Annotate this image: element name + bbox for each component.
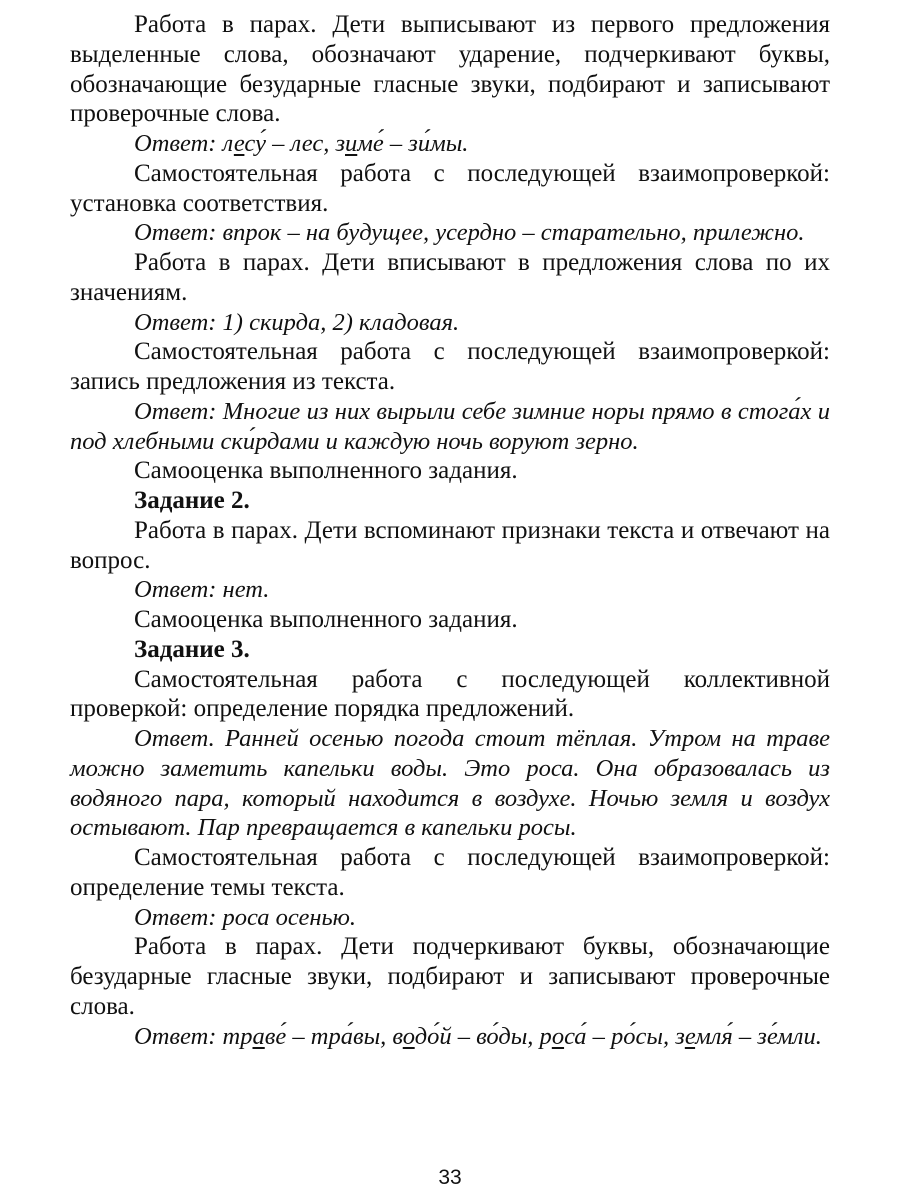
underlined-letter: а <box>252 1022 265 1050</box>
section-heading <box>70 635 830 665</box>
text-segment: ме́ – зи́мы. <box>357 130 469 157</box>
paragraph <box>70 665 830 725</box>
text-segment: су́ – лес, з <box>244 130 346 157</box>
section-heading <box>70 486 830 516</box>
answer-paragraph <box>70 129 830 159</box>
text-segment: Самостоятельная работа с последующей взаимопроверкой: определение темы текста. <box>70 844 830 901</box>
paragraph <box>70 516 830 576</box>
text-segment: Ответ: роса осенью. <box>134 903 357 931</box>
paragraph <box>70 10 830 129</box>
answer-paragraph <box>70 397 830 457</box>
answer-paragraph <box>70 724 830 843</box>
answer-paragraph <box>70 1022 830 1052</box>
underlined-letter: е <box>233 130 245 157</box>
text-segment: Задание 3. <box>134 635 250 663</box>
underlined-letter: о <box>402 1022 415 1050</box>
paragraph <box>70 932 830 1021</box>
page-number: 33 <box>438 1166 462 1189</box>
underlined-letter: о <box>551 1022 565 1050</box>
text-segment: Работа в парах. Дети вписывают в предложения слова по их значениям. <box>70 249 830 306</box>
text-segment: Ответ. Ранней осенью погода стоит тёплая. Утром на траве можно заметить капельки воды. Это роса. Она образовалась из водяного пара, который находится в воздухе. Ночью земля и воздух остывают. Пар превращается в капельки росы. <box>70 725 830 842</box>
answer-paragraph <box>70 575 830 605</box>
answer-paragraph <box>70 308 830 338</box>
paragraph <box>70 456 830 486</box>
text-segment: Ответ: л <box>134 130 234 157</box>
text-segment: до́й – во́ды, р <box>414 1022 552 1050</box>
underlined-letter: и <box>345 130 358 157</box>
text-segment: Самостоятельная работа с последующей взаимопроверкой: запись предложения из текста. <box>70 338 830 395</box>
text-segment: Работа в парах. Дети выписывают из первого предложения выделенные слова, обозначают ударение, подчеркивают буквы, обозначающие безударные гласные звуки, подбирают и записывают проверочные слова. <box>70 11 830 128</box>
text-segment: Ответ: Многие из них вырыли себе зимние норы прямо в стога́х и под хлебными ски́рдами и каждую ночь воруют зерно. <box>70 397 830 455</box>
text-segment: Работа в парах. Дети подчеркивают буквы, обозначающие безударные гласные звуки, подбирают и записывают проверочные слова. <box>70 933 830 1020</box>
document-body <box>70 10 830 1051</box>
text-segment: Ответ: 1) скирда, 2) кладовая. <box>134 308 460 336</box>
text-segment: Самооценка выполненного задания. <box>134 606 518 633</box>
text-segment: Ответ: тр <box>134 1022 253 1050</box>
answer-paragraph <box>70 903 830 933</box>
text-segment: Работа в парах. Дети вспоминают признаки текста и отвечают на вопрос. <box>70 516 830 574</box>
paragraph <box>70 605 830 635</box>
underlined-letter: е <box>684 1022 696 1050</box>
text-segment: Задание 2. <box>134 487 250 514</box>
text-segment: са́ – ро́сы, з <box>564 1022 685 1050</box>
text-segment: мля́ – зе́мли. <box>695 1022 822 1050</box>
text-segment: Ответ: нет. <box>134 576 270 604</box>
text-segment: Самооценка выполненного задания. <box>134 457 518 485</box>
paragraph <box>70 248 830 308</box>
text-segment: ве́ – тра́вы, в <box>264 1022 403 1050</box>
text-segment: Самостоятельная работа с последующей коллективной проверкой: определение порядка предложений. <box>70 665 830 723</box>
text-segment: Ответ: впрок – на будущее, усердно – старательно, прилежно. <box>134 219 805 247</box>
paragraph <box>70 159 830 219</box>
text-segment: Самостоятельная работа с последующей взаимопроверкой: установка соответствия. <box>70 159 830 217</box>
paragraph <box>70 337 830 397</box>
answer-paragraph <box>70 218 830 248</box>
paragraph <box>70 843 830 903</box>
